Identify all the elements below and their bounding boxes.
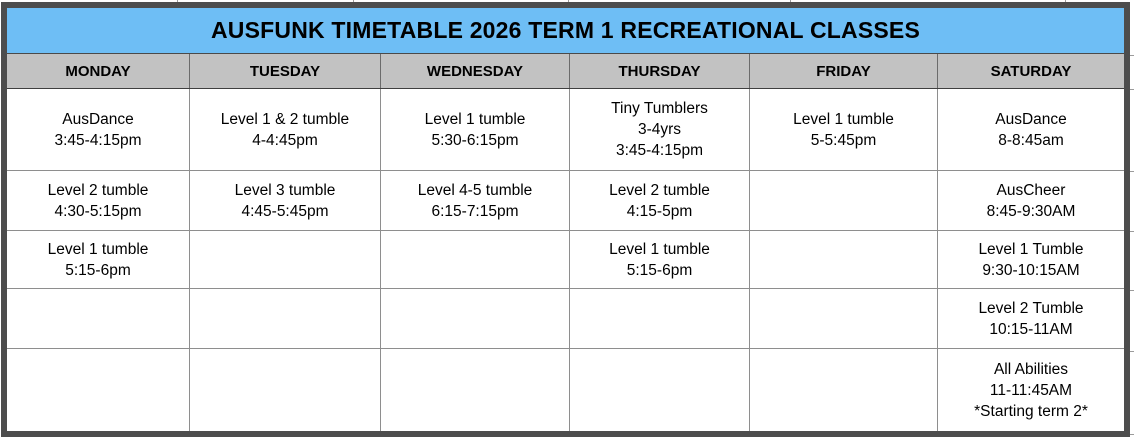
cell-line: Level 2 Tumble bbox=[978, 299, 1084, 317]
cell-wednesday-row2 bbox=[381, 171, 570, 231]
timetable-body bbox=[7, 89, 1124, 431]
cell-line: AusCheer bbox=[996, 181, 1066, 199]
day-header-thursday: THURSDAY bbox=[570, 54, 750, 88]
timetable bbox=[1, 2, 1130, 437]
cell-wednesday-row5 bbox=[381, 349, 570, 431]
cell-line: Level 3 tumble bbox=[234, 181, 336, 199]
cell-line: 11-11:45AM bbox=[989, 381, 1073, 399]
cell-line: 3:45-4:15pm bbox=[615, 142, 704, 159]
cell-thursday-row2 bbox=[570, 171, 750, 231]
cell-line: 5:15-6pm bbox=[65, 261, 131, 279]
cell-monday-row1 bbox=[7, 89, 190, 171]
cell-wednesday-row3 bbox=[381, 231, 570, 289]
cell-tuesday-row2 bbox=[190, 171, 381, 231]
cell-line: 4:15-5pm bbox=[626, 202, 693, 220]
cell-tuesday-row3 bbox=[190, 231, 381, 289]
canvas-gridline bbox=[1130, 434, 1134, 435]
cell-line: 3-4yrs bbox=[637, 121, 682, 138]
cell-friday-row1 bbox=[750, 89, 938, 171]
cell-friday-row3 bbox=[750, 231, 938, 289]
cell-friday-row5 bbox=[750, 349, 938, 431]
cell-tuesday-row5 bbox=[190, 349, 381, 431]
cell-thursday-row5 bbox=[570, 349, 750, 431]
cell-line: 4:45-5:45pm bbox=[241, 202, 329, 220]
day-header-saturday: SATURDAY bbox=[990, 62, 1072, 80]
cell-friday-row4 bbox=[750, 289, 938, 349]
cell-line: Level 1 tumble bbox=[47, 240, 149, 258]
canvas-gridline bbox=[1130, 351, 1134, 352]
cell-line: Level 2 tumble bbox=[609, 181, 710, 199]
canvas-gridline bbox=[1130, 55, 1134, 56]
cell-line: All Abilities bbox=[993, 360, 1069, 378]
canvas-gridline bbox=[1130, 89, 1134, 90]
cell-line: Level 1 tumble bbox=[793, 110, 894, 128]
cell-saturday-row1 bbox=[938, 89, 1124, 171]
cell-line: 3:45-4:15pm bbox=[54, 131, 142, 149]
cell-saturday-row5 bbox=[938, 349, 1124, 431]
cell-line: Level 4-5 tumble bbox=[417, 181, 533, 199]
cell-line: 4:30-5:15pm bbox=[54, 202, 142, 220]
cell-saturday-row2 bbox=[938, 171, 1124, 231]
cell-line: Level 1 tumble bbox=[609, 240, 710, 258]
cell-line: 4-4:45pm bbox=[252, 131, 318, 149]
day-header-monday: MONDAY bbox=[7, 54, 190, 88]
cell-saturday-row3 bbox=[938, 231, 1124, 289]
cell-line: 8-8:45am bbox=[998, 131, 1064, 149]
cell-wednesday-row4 bbox=[381, 289, 570, 349]
cell-monday-row5 bbox=[7, 349, 190, 431]
cell-thursday-row1 bbox=[570, 89, 750, 171]
cell-line: Level 1 Tumble bbox=[978, 240, 1084, 258]
canvas-gridline bbox=[1130, 231, 1134, 232]
cell-line: Level 1 tumble bbox=[424, 110, 526, 128]
cell-line: 5:30-6:15pm bbox=[431, 131, 519, 149]
cell-thursday-row3 bbox=[570, 231, 750, 289]
cell-line: Tiny Tumblers bbox=[611, 100, 708, 117]
day-header-friday: FRIDAY bbox=[750, 54, 938, 88]
cell-tuesday-row1 bbox=[190, 89, 381, 171]
cell-tuesday-row4 bbox=[190, 289, 381, 349]
cell-line: 9:30-10:15AM bbox=[982, 261, 1080, 279]
canvas-gridline bbox=[1130, 290, 1134, 291]
cell-line: 5-5:45pm bbox=[810, 131, 877, 149]
cell-line: AusDance bbox=[62, 110, 134, 128]
cell-monday-row4 bbox=[7, 289, 190, 349]
cell-monday-row3 bbox=[7, 231, 190, 289]
cell-thursday-row4 bbox=[570, 289, 750, 349]
cell-saturday-row4 bbox=[938, 289, 1124, 349]
cell-line: 6:15-7:15pm bbox=[431, 202, 519, 220]
day-header-tuesday: TUESDAY bbox=[190, 54, 381, 88]
cell-line: Level 2 tumble bbox=[47, 181, 149, 199]
cell-line: 8:45-9:30AM bbox=[986, 202, 1076, 220]
timetable-title: AUSFUNK TIMETABLE 2026 TERM 1 RECREATIONAL CLASSES bbox=[7, 8, 1124, 54]
cell-line: AusDance bbox=[995, 110, 1067, 128]
cell-wednesday-row1 bbox=[381, 89, 570, 171]
cell-friday-row2 bbox=[750, 171, 938, 231]
cell-line: 10:15-11AM bbox=[989, 320, 1073, 338]
day-header-wednesday: WEDNESDAY bbox=[381, 54, 570, 88]
cell-line: *Starting term 2* bbox=[974, 402, 1088, 420]
canvas-gridline bbox=[1130, 171, 1134, 172]
cell-line: 5:15-6pm bbox=[626, 261, 693, 279]
cell-monday-row2 bbox=[7, 171, 190, 231]
cell-line: Level 1 & 2 tumble bbox=[220, 110, 350, 128]
day-header-row bbox=[7, 54, 1124, 89]
